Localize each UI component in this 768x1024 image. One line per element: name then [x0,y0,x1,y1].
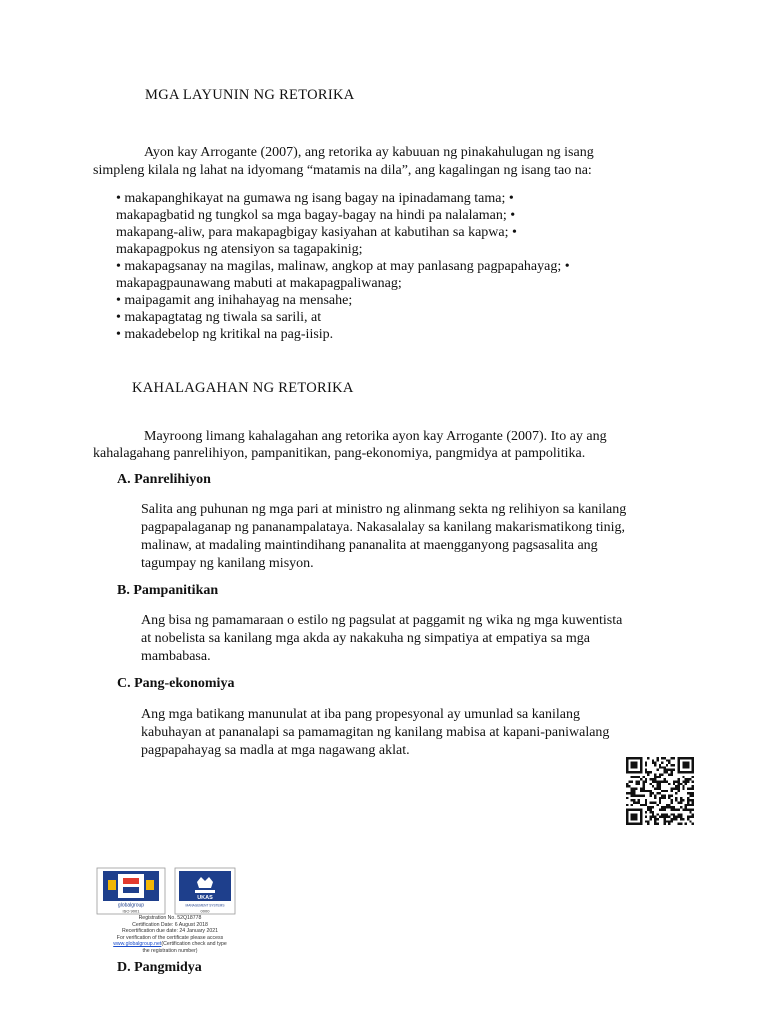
section-c-line: pagpapahayag sa madla at mga nagawang aklat. [141,743,410,758]
section-c-title: C. Pang-ekonomiya [117,676,235,691]
section-b-title: B. Pampanitikan [117,583,219,598]
list-item: • makadebelop ng kritikal na pag-iisip. [116,327,334,342]
list-item: makapang-aliw, para makapagbigay kasiyahan at kabutihan sa kapwa; • [116,225,517,240]
certification-block [95,866,245,966]
intro-line-1: Ayon kay Arrogante (2007), ang retorika ay kabuuan ng pinakahulugan ng isang [144,145,594,160]
section-b-line: mambabasa. [141,649,211,664]
cert-recert-date: Recertification due date: 24 January 2021 [121,928,219,935]
section-a-line: pagpapalaganap ng pananampalataya. Nakasalalay sa kanilang makarismatikong tinig, [141,520,625,535]
kahalagahan-line-2: kahalagahang panrelihiyon, pampanitikan, pang-ekonomiya, pangmidya at pampolitika. [93,446,586,461]
list-item: • maipagamit ang inihahayag na mensahe; [116,293,353,308]
certification-logos-icon [95,866,245,916]
svg-text:ISO 9001: ISO 9001 [122,908,140,914]
svg-text:UKAS: UKAS [197,895,213,901]
section-heading: KAHALAGAHAN NG RETORIKA [132,380,354,396]
cert-date: Certification Date: 6 August 2018 [132,921,208,928]
list-item: • makapanghikayat na gumawa ng isang bagay na ipinadamang tama; • [116,191,514,206]
section-a-title: A. Panrelihiyon [117,472,211,487]
section-c-body [141,706,679,760]
section-b-line: Ang bisa ng pamamaraan o estilo ng pagsulat at paggamit ng wika ng mga kuwentista [141,613,623,628]
cert-link[interactable]: www.globalgroup.net [113,941,162,948]
svg-text:0000: 0000 [200,908,210,914]
svg-text:MANAGEMENT SYSTEMS: MANAGEMENT SYSTEMS [185,903,225,908]
cert-verification-text: For verification of the certificate please access [116,934,224,941]
list-item: makapagpaunawang mabuti at makapagpaliwanag; [116,276,402,291]
section-c-line: Ang mga batikang manunulat at iba pang propesyonal ay umunlad sa kanilang [141,707,580,722]
cert-link-rest: (Certification check and type [161,941,227,948]
list-item: makapagpokus ng atensiyon sa tagapakinig; [116,242,363,257]
section-b-body [141,612,679,666]
list-item: makapagbatid ng tungkol sa mga bagay-bagay na hindi pa nalalaman; • [116,208,516,223]
main-heading: MGA LAYUNIN NG RETORIKA [145,87,355,103]
section-b-line: at nobelista sa kanilang mga akda ay nakakuha ng simpatiya at empatiya sa mga [141,631,591,646]
section-d-title: D. Pangmidya [117,960,202,975]
section-a-line: malinaw, at madaling maintindihang pananalita at maengganyong pagsasalita ang [141,538,598,553]
list-item: • makapagtatag ng tiwala sa sarili, at [116,310,322,325]
section-a-line: tagumpay ng kanilang misyon. [141,556,314,571]
intro-line-2: simpleng kilala ng lahat na idyomang “matamis na dila”, ang kagalingan ng isang tao na: [93,163,592,178]
bullet-list [116,190,570,343]
cert-registration: Registration No. 52Q18778 [138,915,202,921]
cert-link-line [95,941,245,948]
svg-text:globalgroup: globalgroup [117,902,145,909]
kahalagahan-line-1: Mayroong limang kahalagahan ang retorika ayon kay Arrogante (2007). Ito ay ang [144,429,607,444]
section-a-line: Salita ang puhunan ng mga pari at ministro ng alinmang sekta ng relihiyon sa kanilang [141,502,627,517]
section-a-body [141,501,679,573]
section-c-line: kabuhayan at pananalapi sa pamamagitan ng kanilang mabisa at kapani-paniwalang [141,725,610,740]
qr-code-icon [626,757,694,825]
list-item: • makapagsanay na magilas, malinaw, angkop at may panlasang pagpapahayag; • [116,259,570,274]
cert-reg-note: the registration number) [142,947,198,954]
